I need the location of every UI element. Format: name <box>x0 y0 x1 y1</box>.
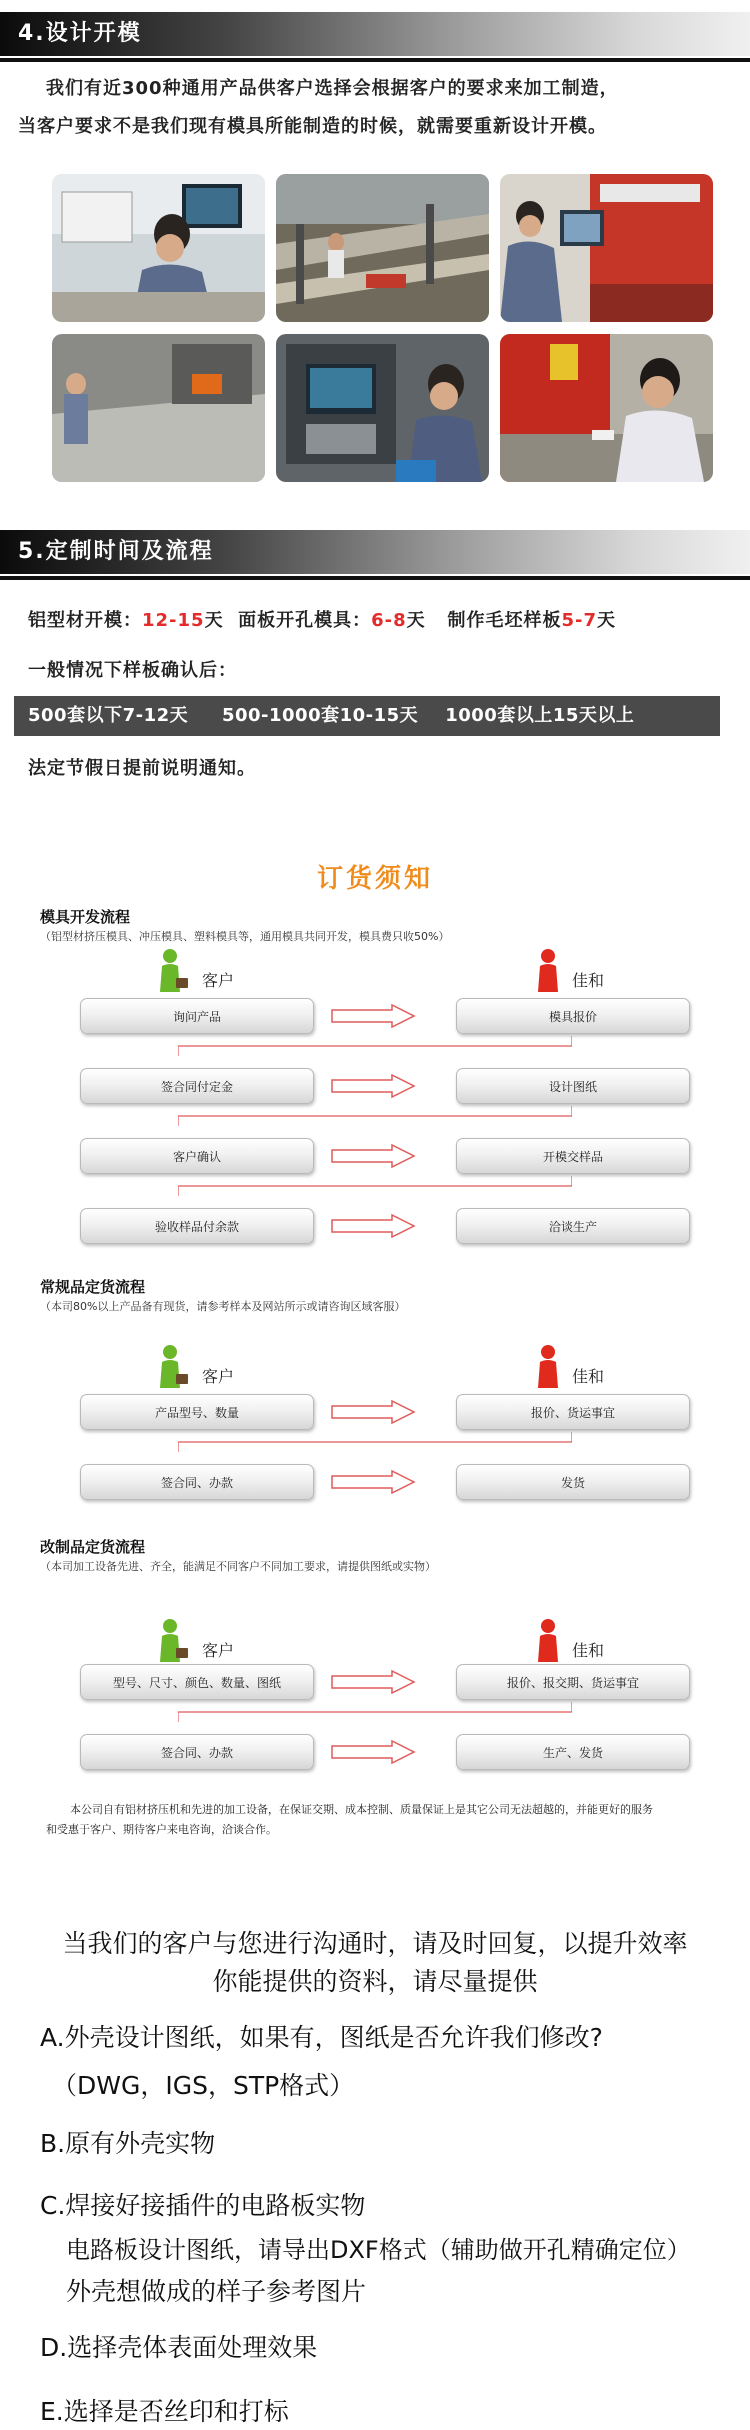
flow-arrow-right <box>330 1214 416 1238</box>
panel-mold-unit: 天 <box>406 610 426 631</box>
lead-time-bar: 500套以下7-12天 500-1000套10-15天 1000套以上15天以上 <box>14 696 720 736</box>
section-5-title: 5.定制时间及流程 <box>18 539 214 564</box>
item-e-printing: E.选择是否丝印和打标 <box>40 2397 289 2426</box>
flow-3-step-2-company: 生产、发货 <box>456 1734 690 1770</box>
flow-arrow-right <box>330 1470 416 1494</box>
panel-mold-days: 6-8 <box>371 610 407 631</box>
flow-3-note: （本司加工设备先进、齐全，能满足不同客户不同加工要求，请提供图纸或实物） <box>40 1560 436 1573</box>
item-a-formats: （DWG，IGS，STP格式） <box>52 2071 355 2100</box>
flow-arrow-right <box>330 1004 416 1028</box>
flow-connector <box>178 1432 572 1452</box>
order-notes-title: 订货须知 <box>316 864 433 894</box>
sample-unit: 天 <box>597 610 616 631</box>
customer-label: 客户 <box>202 1367 235 1386</box>
customer-label: 客户 <box>202 1641 235 1660</box>
flow-connector <box>178 1176 572 1196</box>
flow-1-note: （铝型材挤压模具、冲压模具、塑料模具等，通用模具共同开发，模具费只收50%） <box>40 930 450 943</box>
photo-laser-cutter <box>500 174 713 322</box>
company-icon <box>530 1344 570 1390</box>
flow-1-step-3-company: 开模交样品 <box>456 1138 690 1174</box>
company-icon <box>530 1618 570 1664</box>
after-sample-line: 一般情况下样板确认后： <box>28 660 237 681</box>
item-c-dxf: 电路板设计图纸，请导出DXF格式（辅助做开孔精确定位） <box>66 2236 691 2264</box>
holiday-notice: 法定节假日提前说明通知。 <box>28 758 256 779</box>
panel-mold-label: 面板开孔模具： <box>223 610 372 631</box>
section-4-header <box>0 12 750 56</box>
flow-2-note: （本司80%以上产品备有现货，请参考样本及网站所示或请咨询区域客服） <box>40 1300 406 1313</box>
item-c-pcb: C.焊接好接插件的电路板实物 <box>40 2191 366 2220</box>
company-icon <box>530 948 570 994</box>
flow-3-step-2-customer: 签合同、办款 <box>80 1734 314 1770</box>
flow-1-step-1-company: 模具报价 <box>456 998 690 1034</box>
company-label: 佳和 <box>572 971 605 990</box>
flow-2-title: 常规品定货流程 <box>40 1278 146 1296</box>
mold-time-line <box>28 606 616 632</box>
company-label: 佳和 <box>572 1367 605 1386</box>
flow-1-step-4-company: 洽谈生产 <box>456 1208 690 1244</box>
photo-factory-floor <box>276 174 489 322</box>
flow-2-step-1-company: 报价、货运事宜 <box>456 1394 690 1430</box>
item-a-drawings: A.外壳设计图纸，如果有，图纸是否允许我们修改? <box>40 2023 603 2052</box>
customer-icon <box>156 948 196 994</box>
flow-1-step-2-customer: 签合同付定金 <box>80 1068 314 1104</box>
flow-3-step-1-customer: 型号、尺寸、颜色、数量、图纸 <box>80 1664 314 1700</box>
flow-2-step-1-customer: 产品型号、数量 <box>80 1394 314 1430</box>
photo-sheet-metal <box>52 334 265 482</box>
flow-arrow-right <box>330 1670 416 1694</box>
flow-1-step-1-customer: 询问产品 <box>80 998 314 1034</box>
flow-arrow-right <box>330 1144 416 1168</box>
flow-arrow-right <box>330 1400 416 1424</box>
contact-heading: 当我们的客户与您进行沟通时，请及时回复，以提升效率 <box>62 1929 688 1958</box>
flow-connector <box>178 1702 572 1722</box>
flow-2-step-2-company: 发货 <box>456 1464 690 1500</box>
extrusion-mold-unit: 天 <box>204 610 224 631</box>
extrusion-mold-label: 铝型材开模： <box>28 610 142 631</box>
item-b-original-shell: B.原有外壳实物 <box>40 2129 216 2158</box>
photo-worker-inspection <box>500 334 713 482</box>
extrusion-mold-days: 12-15 <box>142 610 205 631</box>
section-4-paragraph-2: 当客户要求不是我们现有模具所能制造的时候，就需要重新设计开模。 <box>18 116 607 137</box>
section-4-title: 4.设计开模 <box>18 21 142 46</box>
section-5-header <box>0 530 750 574</box>
flow-connector <box>178 1106 572 1126</box>
footer-line-2: 和受惠于客户、期待客户来电咨询，洽谈合作。 <box>46 1823 277 1836</box>
item-c-reference: 外壳想做成的样子参考图片 <box>66 2277 367 2306</box>
photo-design-office <box>52 174 265 322</box>
customer-label: 客户 <box>202 971 235 990</box>
header-rule <box>0 58 750 62</box>
section-4-paragraph-1: 我们有近300种通用产品供客户选择会根据客户的要求来加工制造， <box>46 78 619 99</box>
item-d-surface: D.选择壳体表面处理效果 <box>40 2333 318 2362</box>
flow-arrow-right <box>330 1740 416 1764</box>
flow-3-title: 改制品定货流程 <box>40 1538 146 1556</box>
photo-cnc-machine <box>276 334 489 482</box>
flow-2-step-2-customer: 签合同、办款 <box>80 1464 314 1500</box>
customer-icon <box>156 1618 196 1664</box>
footer-line-1: 本公司自有铝材挤压机和先进的加工设备，在保证交期、成本控制、质量保证上是其它公司无法超越的，并能更好的服务 <box>70 1803 653 1816</box>
sample-label: 制作毛坯样板 <box>425 610 562 631</box>
customer-icon <box>156 1344 196 1390</box>
flow-connector <box>178 1036 572 1056</box>
company-footer-note <box>46 1800 750 1840</box>
sample-days: 5-7 <box>561 610 597 631</box>
flow-3-step-1-company: 报价、报交期、货运事宜 <box>456 1664 690 1700</box>
flow-1-step-3-customer: 客户确认 <box>80 1138 314 1174</box>
header-rule <box>0 576 750 580</box>
flow-arrow-right <box>330 1074 416 1098</box>
flow-1-step-2-company: 设计图纸 <box>456 1068 690 1104</box>
flow-1-step-4-customer: 验收样品付余款 <box>80 1208 314 1244</box>
company-label: 佳和 <box>572 1641 605 1660</box>
contact-subheading: 你能提供的资料，请尽量提供 <box>212 1967 538 1996</box>
flow-1-title: 模具开发流程 <box>40 908 131 926</box>
